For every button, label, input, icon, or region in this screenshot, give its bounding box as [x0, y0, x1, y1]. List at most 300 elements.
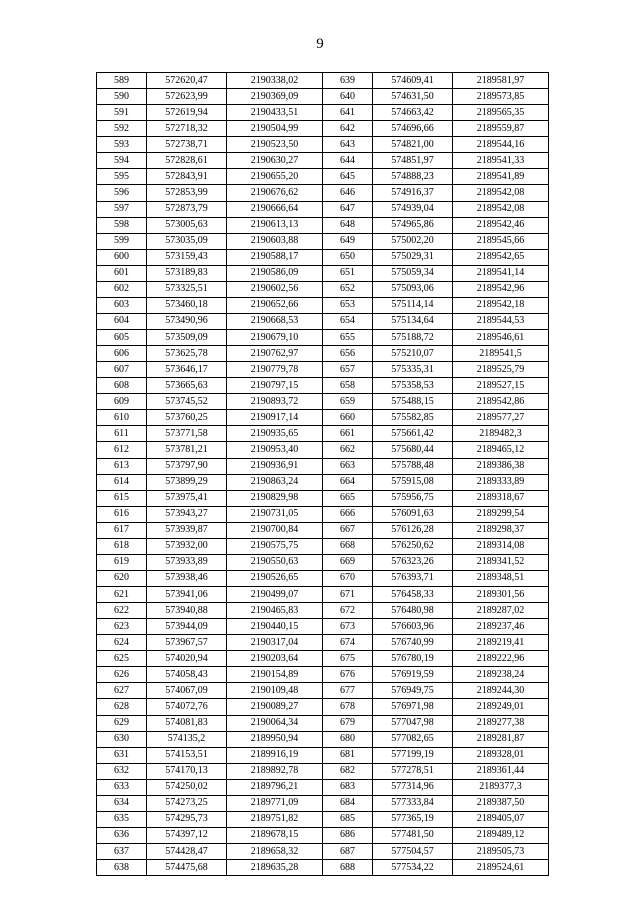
table-row: [97, 73, 549, 89]
y-coordinate-right: 2189525,79: [453, 362, 549, 378]
table-row: [97, 715, 549, 731]
x-coordinate-right: 574663,42: [373, 105, 453, 121]
x-coordinate-right: 575956,75: [373, 490, 453, 506]
point-number-left: 629: [97, 715, 147, 731]
y-coordinate-right: 2189546,61: [453, 330, 549, 346]
coordinates-table: [96, 72, 549, 876]
table-row: [97, 490, 549, 506]
point-number-right: 651: [323, 265, 373, 281]
y-coordinate-left: 2190829,98: [227, 490, 323, 506]
x-coordinate-right: 574939,04: [373, 201, 453, 217]
y-coordinate-left: 2190089,27: [227, 699, 323, 715]
x-coordinate-left: 572843,91: [147, 169, 227, 185]
x-coordinate-left: 573625,78: [147, 346, 227, 362]
x-coordinate-left: 573944,09: [147, 619, 227, 635]
y-coordinate-right: 2189314,08: [453, 538, 549, 554]
y-coordinate-right: 2189482,3: [453, 426, 549, 442]
x-coordinate-right: 577504,57: [373, 844, 453, 860]
point-number-right: 640: [323, 89, 373, 105]
x-coordinate-left: 573967,57: [147, 635, 227, 651]
point-number-left: 600: [97, 249, 147, 265]
y-coordinate-left: 2190676,62: [227, 185, 323, 201]
x-coordinate-right: 574888,23: [373, 169, 453, 185]
y-coordinate-left: 2190602,56: [227, 281, 323, 297]
x-coordinate-left: 574072,76: [147, 699, 227, 715]
point-number-left: 624: [97, 635, 147, 651]
point-number-left: 616: [97, 506, 147, 522]
y-coordinate-right: 2189249,01: [453, 699, 549, 715]
point-number-left: 601: [97, 265, 147, 281]
x-coordinate-right: 575093,06: [373, 281, 453, 297]
x-coordinate-right: 576323,26: [373, 554, 453, 570]
x-coordinate-right: 574965,86: [373, 217, 453, 233]
point-number-left: 614: [97, 474, 147, 490]
x-coordinate-right: 575488,15: [373, 394, 453, 410]
point-number-right: 641: [323, 105, 373, 121]
y-coordinate-left: 2190700,84: [227, 522, 323, 538]
y-coordinate-right: 2189541,5: [453, 346, 549, 362]
point-number-left: 627: [97, 683, 147, 699]
point-number-right: 670: [323, 570, 373, 586]
x-coordinate-right: 576949,75: [373, 683, 453, 699]
point-number-left: 632: [97, 763, 147, 779]
point-number-left: 617: [97, 522, 147, 538]
x-coordinate-left: 573189,83: [147, 265, 227, 281]
point-number-left: 623: [97, 619, 147, 635]
y-coordinate-left: 2190668,53: [227, 313, 323, 329]
y-coordinate-right: 2189542,46: [453, 217, 549, 233]
y-coordinate-left: 2190526,65: [227, 570, 323, 586]
point-number-right: 678: [323, 699, 373, 715]
y-coordinate-left: 2190575,75: [227, 538, 323, 554]
point-number-right: 642: [323, 121, 373, 137]
x-coordinate-right: 577082,65: [373, 731, 453, 747]
y-coordinate-right: 2189465,12: [453, 442, 549, 458]
x-coordinate-left: 574153,51: [147, 747, 227, 763]
y-coordinate-right: 2189219,41: [453, 635, 549, 651]
x-coordinate-right: 576919,59: [373, 667, 453, 683]
y-coordinate-right: 2189277,38: [453, 715, 549, 731]
table-row: [97, 217, 549, 233]
y-coordinate-left: 2190936,91: [227, 458, 323, 474]
y-coordinate-left: 2190433,51: [227, 105, 323, 121]
y-coordinate-left: 2189796,21: [227, 779, 323, 795]
y-coordinate-right: 2189542,65: [453, 249, 549, 265]
x-coordinate-left: 573460,18: [147, 297, 227, 313]
point-number-right: 658: [323, 378, 373, 394]
y-coordinate-right: 2189348,51: [453, 570, 549, 586]
y-coordinate-left: 2189892,78: [227, 763, 323, 779]
x-coordinate-right: 575661,42: [373, 426, 453, 442]
point-number-right: 679: [323, 715, 373, 731]
y-coordinate-right: 2189542,96: [453, 281, 549, 297]
x-coordinate-right: 576458,33: [373, 587, 453, 603]
point-number-right: 659: [323, 394, 373, 410]
point-number-right: 643: [323, 137, 373, 153]
x-coordinate-right: 577365,19: [373, 811, 453, 827]
y-coordinate-left: 2190953,40: [227, 442, 323, 458]
y-coordinate-right: 2189287,02: [453, 603, 549, 619]
point-number-right: 682: [323, 763, 373, 779]
point-number-right: 668: [323, 538, 373, 554]
point-number-right: 676: [323, 667, 373, 683]
table-row: [97, 587, 549, 603]
x-coordinate-right: 575188,72: [373, 330, 453, 346]
y-coordinate-left: 2190064,34: [227, 715, 323, 731]
table-row: [97, 281, 549, 297]
y-coordinate-right: 2189489,12: [453, 827, 549, 843]
x-coordinate-right: 574916,37: [373, 185, 453, 201]
y-coordinate-right: 2189542,08: [453, 185, 549, 201]
table-row: [97, 410, 549, 426]
x-coordinate-left: 574475,68: [147, 860, 227, 876]
point-number-left: 635: [97, 811, 147, 827]
x-coordinate-left: 574428,47: [147, 844, 227, 860]
x-coordinate-left: 572718,32: [147, 121, 227, 137]
y-coordinate-right: 2189386,38: [453, 458, 549, 474]
y-coordinate-right: 2189341,52: [453, 554, 549, 570]
table-row: [97, 619, 549, 635]
y-coordinate-right: 2189541,89: [453, 169, 549, 185]
point-number-right: 685: [323, 811, 373, 827]
x-coordinate-left: 574250,02: [147, 779, 227, 795]
x-coordinate-left: 573760,25: [147, 410, 227, 426]
table-row: [97, 153, 549, 169]
x-coordinate-left: 574058,43: [147, 667, 227, 683]
point-number-right: 647: [323, 201, 373, 217]
y-coordinate-left: 2190440,15: [227, 619, 323, 635]
y-coordinate-left: 2189950,94: [227, 731, 323, 747]
x-coordinate-left: 573509,09: [147, 330, 227, 346]
point-number-right: 687: [323, 844, 373, 860]
point-number-right: 661: [323, 426, 373, 442]
y-coordinate-left: 2190935,65: [227, 426, 323, 442]
y-coordinate-left: 2190603,88: [227, 233, 323, 249]
point-number-left: 595: [97, 169, 147, 185]
y-coordinate-right: 2189559,87: [453, 121, 549, 137]
table-row: [97, 313, 549, 329]
point-number-left: 637: [97, 844, 147, 860]
point-number-left: 610: [97, 410, 147, 426]
table-row: [97, 137, 549, 153]
y-coordinate-right: 2189542,08: [453, 201, 549, 217]
table-row: [97, 538, 549, 554]
point-number-right: 681: [323, 747, 373, 763]
y-coordinate-right: 2189542,86: [453, 394, 549, 410]
point-number-right: 652: [323, 281, 373, 297]
x-coordinate-right: 575210,07: [373, 346, 453, 362]
point-number-left: 613: [97, 458, 147, 474]
x-coordinate-left: 573159,43: [147, 249, 227, 265]
point-number-right: 680: [323, 731, 373, 747]
point-number-right: 686: [323, 827, 373, 843]
x-coordinate-left: 573035,09: [147, 233, 227, 249]
table-row: [97, 844, 549, 860]
y-coordinate-right: 2189301,56: [453, 587, 549, 603]
y-coordinate-right: 2189577,27: [453, 410, 549, 426]
point-number-right: 671: [323, 587, 373, 603]
y-coordinate-right: 2189527,15: [453, 378, 549, 394]
y-coordinate-left: 2189771,09: [227, 795, 323, 811]
x-coordinate-right: 575680,44: [373, 442, 453, 458]
table-row: [97, 201, 549, 217]
point-number-left: 607: [97, 362, 147, 378]
x-coordinate-left: 573325,51: [147, 281, 227, 297]
table-row: [97, 603, 549, 619]
point-number-left: 606: [97, 346, 147, 362]
x-coordinate-left: 574295,73: [147, 811, 227, 827]
point-number-right: 656: [323, 346, 373, 362]
x-coordinate-right: 577333,84: [373, 795, 453, 811]
point-number-left: 611: [97, 426, 147, 442]
table-row: [97, 522, 549, 538]
y-coordinate-right: 2189377,3: [453, 779, 549, 795]
x-coordinate-right: 575788,48: [373, 458, 453, 474]
table-row: [97, 683, 549, 699]
x-coordinate-right: 575114,14: [373, 297, 453, 313]
x-coordinate-right: 577199,19: [373, 747, 453, 763]
page-number: 9: [316, 36, 324, 52]
y-coordinate-right: 2189318,67: [453, 490, 549, 506]
point-number-left: 605: [97, 330, 147, 346]
point-number-right: 672: [323, 603, 373, 619]
table-row: [97, 763, 549, 779]
y-coordinate-left: 2190652,66: [227, 297, 323, 313]
x-coordinate-right: 575002,20: [373, 233, 453, 249]
point-number-right: 673: [323, 619, 373, 635]
y-coordinate-right: 2189333,89: [453, 474, 549, 490]
point-number-left: 620: [97, 570, 147, 586]
y-coordinate-left: 2190666,64: [227, 201, 323, 217]
point-number-left: 593: [97, 137, 147, 153]
y-coordinate-left: 2190655,20: [227, 169, 323, 185]
y-coordinate-left: 2190154,89: [227, 667, 323, 683]
table-row: [97, 570, 549, 586]
x-coordinate-left: 573941,06: [147, 587, 227, 603]
x-coordinate-left: 573939,87: [147, 522, 227, 538]
table-row: [97, 185, 549, 201]
point-number-right: 675: [323, 651, 373, 667]
table-row: [97, 89, 549, 105]
x-coordinate-left: 574170,13: [147, 763, 227, 779]
table-row: [97, 394, 549, 410]
y-coordinate-right: 2189361,44: [453, 763, 549, 779]
point-number-left: 590: [97, 89, 147, 105]
y-coordinate-left: 2190504,99: [227, 121, 323, 137]
x-coordinate-right: 576971,98: [373, 699, 453, 715]
y-coordinate-right: 2189524,61: [453, 860, 549, 876]
point-number-left: 628: [97, 699, 147, 715]
table-row: [97, 249, 549, 265]
point-number-right: 663: [323, 458, 373, 474]
y-coordinate-right: 2189573,85: [453, 89, 549, 105]
point-number-right: 639: [323, 73, 373, 89]
point-number-right: 669: [323, 554, 373, 570]
x-coordinate-left: 574273,25: [147, 795, 227, 811]
table-row: [97, 667, 549, 683]
point-number-right: 657: [323, 362, 373, 378]
point-number-left: 625: [97, 651, 147, 667]
x-coordinate-left: 574020,94: [147, 651, 227, 667]
point-number-left: 596: [97, 185, 147, 201]
point-number-right: 660: [323, 410, 373, 426]
y-coordinate-right: 2189545,66: [453, 233, 549, 249]
point-number-left: 630: [97, 731, 147, 747]
x-coordinate-left: 574081,83: [147, 715, 227, 731]
table-row: [97, 346, 549, 362]
x-coordinate-left: 573932,00: [147, 538, 227, 554]
x-coordinate-left: 572853,99: [147, 185, 227, 201]
point-number-right: 666: [323, 506, 373, 522]
y-coordinate-left: 2190917,14: [227, 410, 323, 426]
point-number-left: 603: [97, 297, 147, 313]
x-coordinate-left: 573899,29: [147, 474, 227, 490]
point-number-right: 648: [323, 217, 373, 233]
point-number-left: 626: [97, 667, 147, 683]
x-coordinate-left: 573005,63: [147, 217, 227, 233]
x-coordinate-right: 575915,08: [373, 474, 453, 490]
point-number-left: 638: [97, 860, 147, 876]
point-number-left: 598: [97, 217, 147, 233]
x-coordinate-right: 575059,34: [373, 265, 453, 281]
point-number-right: 667: [323, 522, 373, 538]
x-coordinate-right: 575582,85: [373, 410, 453, 426]
x-coordinate-left: 573938,46: [147, 570, 227, 586]
table-row: [97, 795, 549, 811]
y-coordinate-left: 2190465,83: [227, 603, 323, 619]
y-coordinate-right: 2189565,35: [453, 105, 549, 121]
table-row: [97, 731, 549, 747]
y-coordinate-right: 2189244,30: [453, 683, 549, 699]
y-coordinate-left: 2190630,27: [227, 153, 323, 169]
x-coordinate-right: 575358,53: [373, 378, 453, 394]
point-number-left: 631: [97, 747, 147, 763]
point-number-left: 609: [97, 394, 147, 410]
x-coordinate-right: 574609,41: [373, 73, 453, 89]
y-coordinate-left: 2190550,63: [227, 554, 323, 570]
x-coordinate-left: 573490,96: [147, 313, 227, 329]
x-coordinate-right: 576091,63: [373, 506, 453, 522]
point-number-left: 621: [97, 587, 147, 603]
point-number-right: 677: [323, 683, 373, 699]
table-row: [97, 265, 549, 281]
table-row: [97, 827, 549, 843]
table-row: [97, 506, 549, 522]
point-number-left: 612: [97, 442, 147, 458]
table-row: [97, 635, 549, 651]
table-row: [97, 699, 549, 715]
coordinates-table-body: [97, 73, 549, 876]
x-coordinate-right: 576126,28: [373, 522, 453, 538]
table-row: [97, 458, 549, 474]
y-coordinate-left: 2190797,15: [227, 378, 323, 394]
point-number-left: 602: [97, 281, 147, 297]
point-number-right: 665: [323, 490, 373, 506]
y-coordinate-left: 2189658,32: [227, 844, 323, 860]
x-coordinate-left: 573781,21: [147, 442, 227, 458]
table-row: [97, 442, 549, 458]
point-number-right: 688: [323, 860, 373, 876]
point-number-left: 622: [97, 603, 147, 619]
y-coordinate-right: 2189541,33: [453, 153, 549, 169]
x-coordinate-left: 573940,88: [147, 603, 227, 619]
y-coordinate-left: 2189751,82: [227, 811, 323, 827]
x-coordinate-left: 573745,52: [147, 394, 227, 410]
point-number-right: 683: [323, 779, 373, 795]
point-number-left: 619: [97, 554, 147, 570]
x-coordinate-left: 573771,58: [147, 426, 227, 442]
y-coordinate-right: 2189544,16: [453, 137, 549, 153]
y-coordinate-right: 2189328,01: [453, 747, 549, 763]
y-coordinate-left: 2189635,28: [227, 860, 323, 876]
y-coordinate-right: 2189541,14: [453, 265, 549, 281]
y-coordinate-left: 2190588,17: [227, 249, 323, 265]
y-coordinate-left: 2190499,07: [227, 587, 323, 603]
table-row: [97, 779, 549, 795]
x-coordinate-right: 577534,22: [373, 860, 453, 876]
x-coordinate-right: 577481,50: [373, 827, 453, 843]
x-coordinate-left: 574067,09: [147, 683, 227, 699]
y-coordinate-right: 2189387,50: [453, 795, 549, 811]
point-number-right: 664: [323, 474, 373, 490]
x-coordinate-right: 574631,50: [373, 89, 453, 105]
table-row: [97, 426, 549, 442]
y-coordinate-left: 2190338,02: [227, 73, 323, 89]
table-row: [97, 121, 549, 137]
y-coordinate-right: 2189281,87: [453, 731, 549, 747]
x-coordinate-right: 575335,31: [373, 362, 453, 378]
point-number-left: 589: [97, 73, 147, 89]
x-coordinate-left: 574135,2: [147, 731, 227, 747]
y-coordinate-left: 2190893,72: [227, 394, 323, 410]
point-number-left: 608: [97, 378, 147, 394]
point-number-left: 634: [97, 795, 147, 811]
point-number-right: 655: [323, 330, 373, 346]
x-coordinate-right: 576603,96: [373, 619, 453, 635]
y-coordinate-left: 2190863,24: [227, 474, 323, 490]
y-coordinate-left: 2190523,50: [227, 137, 323, 153]
x-coordinate-left: 572620,47: [147, 73, 227, 89]
y-coordinate-left: 2190203,64: [227, 651, 323, 667]
x-coordinate-right: 576480,98: [373, 603, 453, 619]
table-row: [97, 378, 549, 394]
x-coordinate-right: 574821,00: [373, 137, 453, 153]
table-row: [97, 474, 549, 490]
point-number-left: 615: [97, 490, 147, 506]
x-coordinate-left: 574397,12: [147, 827, 227, 843]
y-coordinate-right: 2189544,53: [453, 313, 549, 329]
point-number-left: 597: [97, 201, 147, 217]
point-number-right: 674: [323, 635, 373, 651]
x-coordinate-left: 572738,71: [147, 137, 227, 153]
x-coordinate-left: 573797,90: [147, 458, 227, 474]
x-coordinate-left: 572873,79: [147, 201, 227, 217]
y-coordinate-left: 2190586,09: [227, 265, 323, 281]
y-coordinate-right: 2189299,54: [453, 506, 549, 522]
x-coordinate-right: 574696,66: [373, 121, 453, 137]
x-coordinate-right: 577047,98: [373, 715, 453, 731]
point-number-left: 633: [97, 779, 147, 795]
x-coordinate-right: 577278,51: [373, 763, 453, 779]
point-number-right: 684: [323, 795, 373, 811]
x-coordinate-right: 575029,31: [373, 249, 453, 265]
point-number-left: 599: [97, 233, 147, 249]
point-number-left: 594: [97, 153, 147, 169]
table-row: [97, 233, 549, 249]
y-coordinate-left: 2190779,78: [227, 362, 323, 378]
table-row: [97, 362, 549, 378]
y-coordinate-right: 2189298,37: [453, 522, 549, 538]
